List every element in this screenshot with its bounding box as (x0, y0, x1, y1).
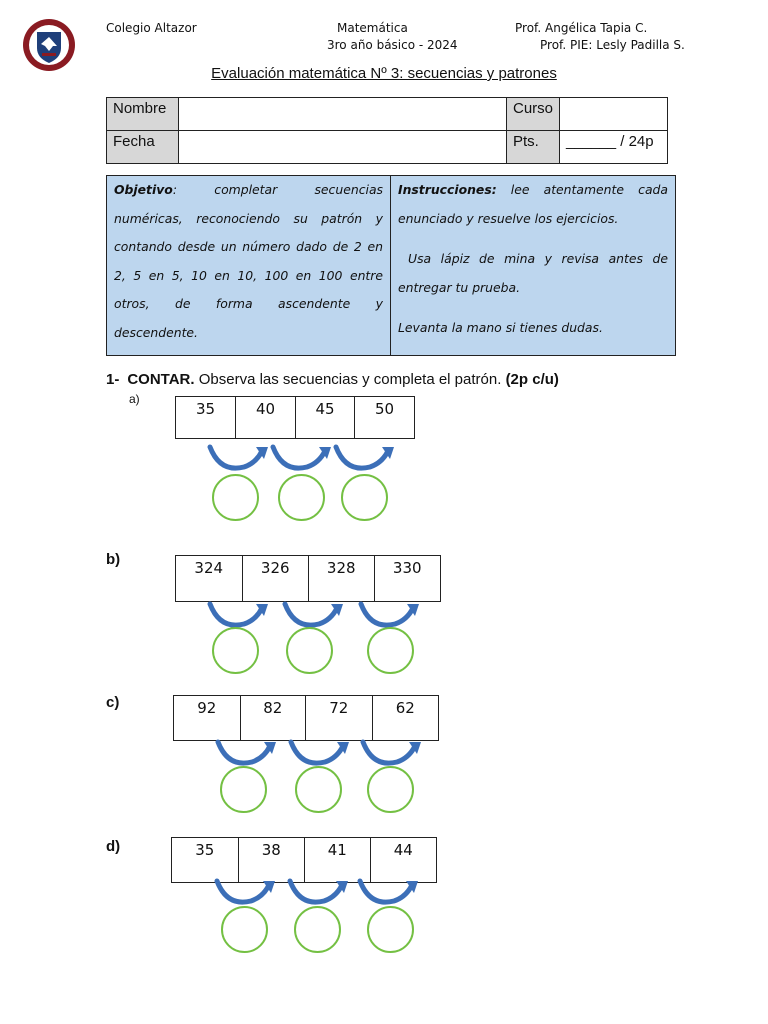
objective-text: : completar secuencias numéricas, reconociendo su patrón y contando desde un número dado de 2 en 2, 5 en 5, 10 en 10, 100 en 100 entre otros, de forma ascendente y descendente. (114, 182, 383, 340)
curved-arrow-icon (287, 738, 351, 768)
points-label: Pts. (507, 131, 560, 164)
sequence-cell: 50 (374, 400, 395, 418)
school-name: Colegio Altazor (106, 21, 197, 35)
curved-arrow-icon (332, 443, 396, 473)
school-logo (22, 18, 76, 72)
answer-circle[interactable] (212, 474, 259, 521)
sequence-cell: 62 (395, 699, 415, 717)
objective-instructions-box (106, 175, 676, 356)
curved-arrow-icon (213, 877, 277, 907)
answer-circle[interactable] (220, 766, 267, 813)
sequence-cell: 82 (241, 696, 307, 740)
course-field[interactable] (560, 98, 668, 131)
answer-circle[interactable] (212, 627, 259, 674)
sequence-c-label: c) (106, 694, 120, 711)
sequence-cell: 328 (309, 556, 375, 601)
sequence-cell: 41 (305, 838, 371, 882)
sequence-cell: 35 (176, 397, 236, 438)
grade: 3ro año básico - 2024 (327, 38, 458, 52)
sequence-cell: 330 (392, 559, 422, 577)
instructions-text-3: Levanta la mano si tienes dudas. (398, 320, 603, 335)
sequence-cell: 92 (174, 696, 241, 740)
instructions-text-2: Usa lápiz de mina y revisa antes de entregar tu prueba. (398, 251, 668, 295)
curved-arrow-icon (281, 600, 345, 630)
question-text: Observa las secuencias y completa el patrón. (194, 371, 506, 388)
instructions-label: Instrucciones: (398, 182, 497, 197)
teacher-name: Prof. Angélica Tapia C. (515, 21, 648, 35)
course-label: Curso (507, 98, 560, 131)
curved-arrow-icon (206, 600, 270, 630)
curved-arrow-icon (214, 738, 278, 768)
sequence-a-boxes (175, 396, 415, 439)
sequence-cell: 72 (306, 696, 373, 740)
curved-arrow-icon (357, 600, 421, 630)
instructions-text-1: lee atentamente cada enunciado y resuelve los ejercicios. (398, 182, 668, 226)
points-field[interactable]: ______ / 24p (560, 131, 668, 164)
curved-arrow-icon (269, 443, 333, 473)
sequence-cell: 45 (296, 397, 355, 438)
sequence-a-label: a) (129, 392, 140, 406)
sequence-cell: 326 (243, 556, 310, 601)
sequence-cell: 40 (236, 397, 296, 438)
name-field[interactable] (179, 98, 507, 131)
name-label: Nombre (107, 98, 179, 131)
question-keyword: CONTAR. (127, 371, 195, 388)
sequence-cell: 38 (239, 838, 306, 882)
objective-label: Objetivo (114, 182, 173, 197)
sequence-d-label: d) (106, 838, 121, 855)
sequence-cell: 324 (176, 556, 243, 601)
curved-arrow-icon (206, 443, 270, 473)
answer-circle[interactable] (294, 906, 341, 953)
answer-circle[interactable] (278, 474, 325, 521)
sequence-b-boxes (175, 555, 441, 602)
curved-arrow-icon (359, 738, 423, 768)
answer-circle[interactable] (367, 766, 414, 813)
curved-arrow-icon (356, 877, 420, 907)
answer-circle[interactable] (286, 627, 333, 674)
answer-circle[interactable] (221, 906, 268, 953)
curved-arrow-icon (286, 877, 350, 907)
question-points: (2p c/u) (505, 371, 559, 388)
answer-circle[interactable] (367, 627, 414, 674)
question-1-heading (106, 371, 559, 388)
date-field[interactable] (179, 131, 507, 164)
sequence-cell: 44 (393, 841, 413, 859)
question-number: 1- (106, 371, 120, 388)
instructions-cell (391, 176, 675, 355)
date-label: Fecha (107, 131, 179, 164)
sequence-b-label: b) (106, 551, 121, 568)
pie-teacher-name: Prof. PIE: Lesly Padilla S. (540, 38, 685, 52)
answer-circle[interactable] (295, 766, 342, 813)
page-title: Evaluación matemática Nº 3: secuencias y patrones (211, 65, 557, 82)
student-info-table (106, 97, 668, 164)
sequence-c-boxes (173, 695, 439, 741)
answer-circle[interactable] (341, 474, 388, 521)
answer-circle[interactable] (367, 906, 414, 953)
objective-cell (107, 176, 391, 355)
sequence-cell: 35 (172, 838, 239, 882)
subject: Matemática (337, 21, 408, 35)
